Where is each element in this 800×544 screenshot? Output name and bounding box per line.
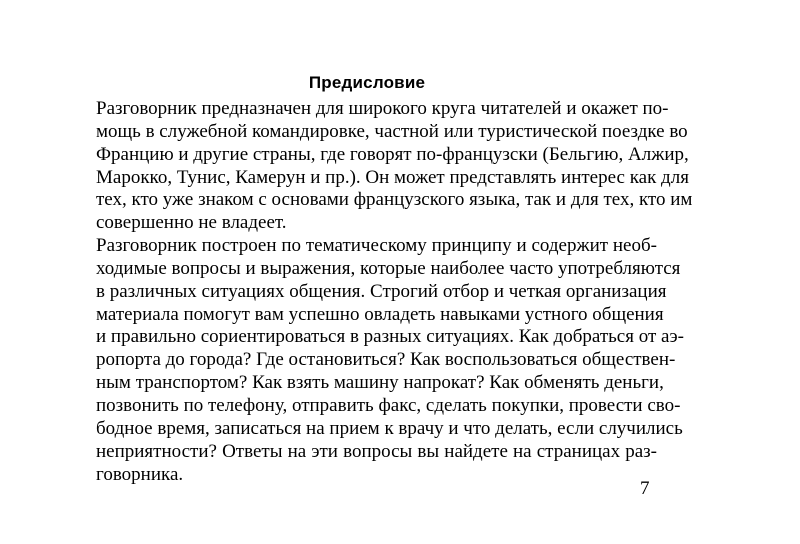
text-line: материала помогут вам успешно овладеть навыками устного общения <box>96 303 664 325</box>
text-line: Францию и другие страны, где говорят по-французски (Бельгию, Алжир, <box>96 143 689 165</box>
page-title: Предисловие <box>308 73 426 92</box>
text-line: Марокко, Тунис, Камерун и пр.). Он может представлять интерес как для <box>96 166 689 188</box>
page-number: 7 <box>640 478 650 499</box>
text-line: ропорта до города? Где остановиться? Как воспользоваться обществен- <box>96 349 676 371</box>
text-line: позвонить по телефону, отправить факс, сделать покупки, провести сво- <box>96 394 681 416</box>
text-line: в различных ситуациях общения. Строгий отбор и четкая организация <box>96 280 667 302</box>
text-line: мощь в служебной командировке, частной или туристической поездке во <box>96 120 688 142</box>
text-line: совершенно не владеет. <box>96 212 287 234</box>
text-line: говорника. <box>96 463 184 485</box>
text-line: бодное время, записаться на прием к врачу и что делать, если случились <box>96 417 683 439</box>
body-text <box>80 98 693 486</box>
paragraph-1 <box>80 98 693 235</box>
text-line: и правильно сориентироваться в разных ситуациях. Как добраться от аэ- <box>96 326 684 348</box>
text-line: Разговорник построен по тематическому принципу и содержит необ- <box>96 235 657 257</box>
text-line: Разговорник предназначен для широкого круга читателей и окажет по- <box>96 98 669 119</box>
text-line: ходимые вопросы и выражения, которые наиболее часто употребляются <box>96 257 681 279</box>
text-line: тех, кто уже знаком с основами французского языка, так и для тех, кто им <box>96 189 693 211</box>
text-line: неприятности? Ответы на эти вопросы вы найдете на страницах раз- <box>96 440 657 462</box>
text-line: ным транспортом? Как взять машину напрокат? Как обменять деньги, <box>96 372 664 394</box>
paragraph-2 <box>80 235 684 486</box>
